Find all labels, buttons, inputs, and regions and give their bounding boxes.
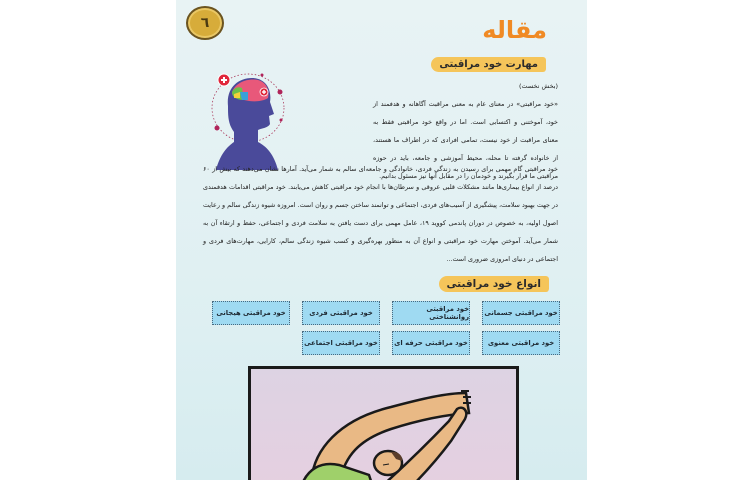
- head-brain-illustration: [208, 62, 288, 170]
- type-professional[interactable]: خود مراقبتی حرفه ای: [392, 331, 470, 355]
- types-label: انواع خود مراقبتی: [439, 276, 549, 292]
- page-title: مقاله: [482, 16, 547, 44]
- type-personal[interactable]: خود مراقبتی فردی: [302, 301, 380, 325]
- intro-subheading: (بخش نخست): [519, 82, 558, 90]
- document-page: [176, 0, 587, 480]
- intro-paragraph: «خود مراقبتی» در معنای عام به معنی مراقبت آگاهانه و هدفمند از خود، آموختنی و اکتسابی است. اما در واقع خود مراقبتی فقط به معنای مراقبت از خود نیست، تمامی افرادی که در اطراف ما هستند، از خانواده گرفته تا محله، محیط آموزشی و جامعه، باید در حوزه مراقبتی ما قرار بگیرند و خودمان را در مقابل آنها نیز مسئول بدانیم.: [373, 100, 558, 180]
- type-social[interactable]: خود مراقبتی اجتماعی: [302, 331, 380, 355]
- stretching-person-illustration: [248, 366, 519, 480]
- page-number-badge: ٦: [186, 6, 224, 40]
- type-spiritual[interactable]: خود مراقبتی معنوی: [482, 331, 560, 355]
- section-label: مهارت خود مراقبتی: [431, 57, 546, 72]
- self-care-types-grid: [205, 301, 560, 355]
- stretching-figure-icon: [251, 369, 516, 480]
- type-physical[interactable]: خود مراقبتی جسمانی: [482, 301, 560, 325]
- type-emotional[interactable]: خود مراقبتی هیجانی: [212, 301, 290, 325]
- type-psychological[interactable]: خود مراقبتی روانشناختی: [392, 301, 470, 325]
- main-paragraph: خود مراقبتی گام مهمی برای رسیدن به زندگی فردی، خانوادگی و جامعه‌ای سالم به شمار می‌آید. آمارها نشان می‌دهند که بیش از ۶۰ درصد از انواع بیماری‌ها مانند مشکلات قلبی عروقی و سرطان‌ها با انجام خود مراقبتی کاهش می‌یابند. خود مراقبتی اقدامات هدفمندی در جهت بهبود سلامت، پیشگیری از آسیب‌های فردی، اجتماعی و توانمند ساختن جسم و روان است. امروزه شیوه زندگی سالم و رعایت اصول اولیه، به خصوص در دوران پاندمی کووید ۱۹، عامل مهمی برای دست یافتن به سلامت فردی و اجتماعی، حفظ و ارتقاء آن به شمار می‌آید. آموختن مهارت خود مراقبتی و انواع آن به منظور بهره‌گیری و کسب شیوه زندگی سالم، کارایی، مهارت‌های فردی و اجتماعی در دنیای امروزی ضروری است...: [203, 165, 558, 263]
